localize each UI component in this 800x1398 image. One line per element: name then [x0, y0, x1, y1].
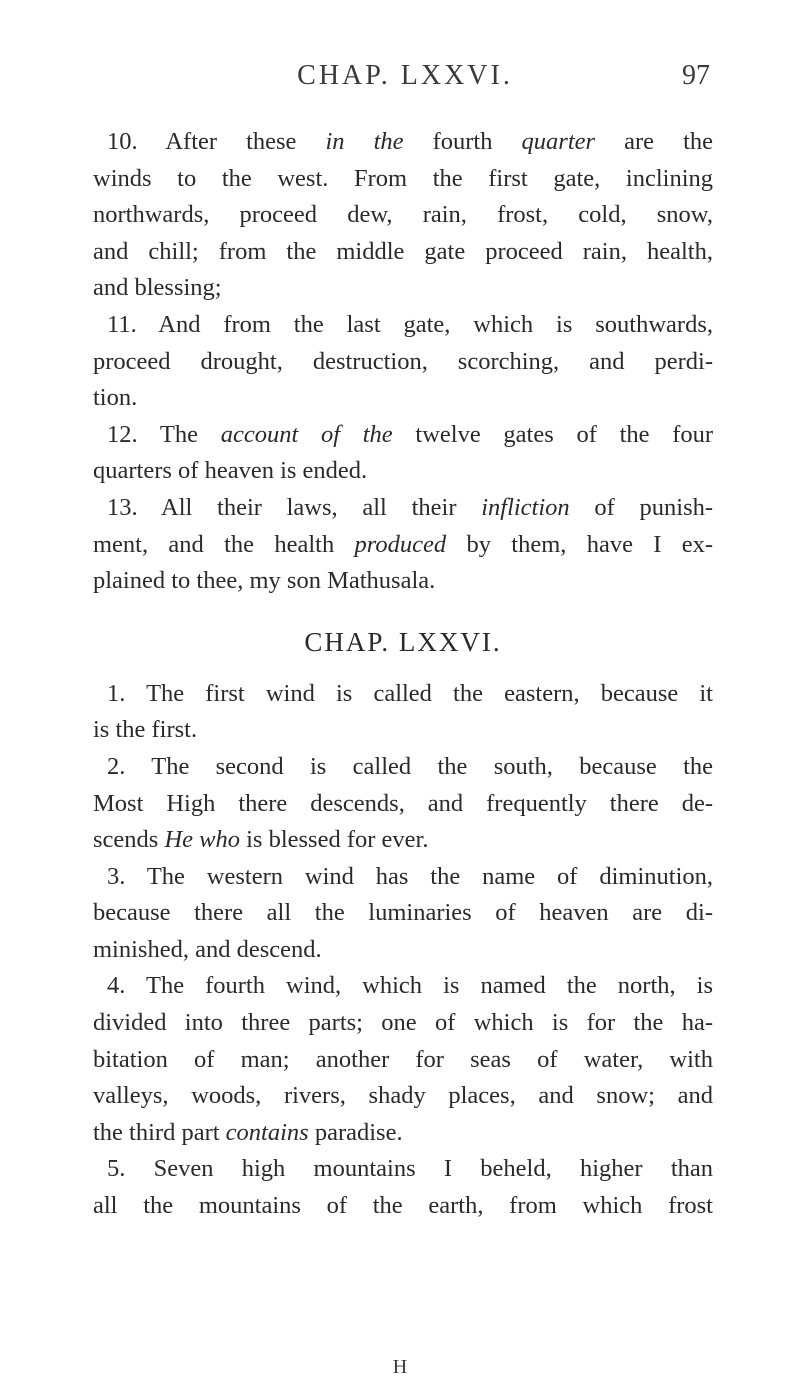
- text-line: [93, 968, 713, 1005]
- italic-span: quarter: [521, 128, 596, 155]
- text-span: is blessed for ever.: [246, 826, 429, 854]
- text-span: by them, have I ex-: [466, 530, 714, 558]
- text-line: [93, 124, 713, 161]
- running-head: [100, 60, 710, 100]
- page-body: [93, 124, 713, 1225]
- text-line: proceed drought, destruction, scorching, and perdi-: [93, 347, 713, 375]
- text-line: [93, 527, 713, 564]
- text-line: divided into three parts; one of which is for the ha-: [93, 1009, 713, 1037]
- verse-number: 5.: [107, 1155, 126, 1183]
- text-span: The: [159, 420, 198, 448]
- text-line: [93, 749, 713, 786]
- text-line: [93, 676, 713, 713]
- text-line: because there all the luminaries of heaven are di-: [93, 899, 713, 927]
- italic-span: produced: [354, 530, 447, 558]
- text-line: [93, 417, 713, 454]
- text-line: minished, and descend.: [93, 935, 322, 963]
- text-line: [93, 1151, 713, 1188]
- text-span: the third part: [93, 1118, 220, 1146]
- text-line: Most High there descends, and frequently there de-: [93, 789, 713, 817]
- text-line: [93, 1115, 713, 1152]
- verse-number: 3.: [107, 862, 126, 890]
- text-span: twelve gates of the four: [415, 420, 714, 448]
- text-span: And from the last gate, which is southwards,: [158, 310, 713, 338]
- italic-span: infliction: [481, 493, 570, 521]
- text-span: The western wind has the name of diminution,: [146, 862, 714, 890]
- text-line: plained to thee, my son Mathusala.: [93, 567, 436, 595]
- text-line: quarters of heaven is ended.: [93, 457, 368, 485]
- text-span: The first wind is called the eastern, because it: [146, 679, 713, 707]
- text-span: are the: [624, 128, 714, 155]
- verse-number: 10.: [107, 128, 138, 155]
- verse-number: 11.: [107, 310, 137, 338]
- text-line: winds to the west. From the first gate, inclining: [93, 164, 713, 192]
- text-line: northwards, proceed dew, rain, frost, cold, snow,: [93, 201, 713, 229]
- verse-number: 1.: [107, 679, 126, 707]
- verse-number: 12.: [107, 420, 138, 448]
- text-line: bitation of man; another for seas of water, with: [93, 1045, 713, 1073]
- italic-span: He who: [164, 826, 240, 854]
- text-line: [93, 307, 713, 344]
- text-span: ment, and the health: [93, 530, 335, 558]
- verse-number: 2.: [107, 752, 126, 780]
- text-line: valleys, woods, rivers, shady places, and snow; and: [93, 1082, 713, 1110]
- text-span: After these: [165, 128, 297, 155]
- text-line: [93, 490, 713, 527]
- italic-span: in the: [325, 128, 404, 155]
- verse-number: 4.: [107, 972, 126, 1000]
- text-line: all the mountains of the earth, from which frost: [93, 1192, 713, 1220]
- verse-number: 13.: [107, 493, 138, 521]
- text-line: [93, 822, 713, 859]
- text-line: and chill; from the middle gate proceed rain, health,: [93, 237, 713, 265]
- text-line: is the first.: [93, 716, 198, 744]
- italic-span: contains: [225, 1118, 309, 1146]
- text-span: paradise.: [314, 1118, 403, 1146]
- text-span: The fourth wind, which is named the north, is: [145, 972, 713, 1000]
- chapter-heading: CHAP. LXXVI.: [304, 626, 502, 657]
- italic-span: account of the: [220, 420, 393, 448]
- text-span: The second is called the south, because the: [151, 752, 713, 780]
- text-span: fourth: [432, 128, 493, 155]
- text-span: scends: [93, 826, 159, 854]
- text-span: Seven high mountains I beheld, higher than: [153, 1155, 713, 1183]
- page-number: 97: [682, 60, 710, 91]
- signature-mark: H: [392, 1356, 408, 1378]
- text-line: [93, 859, 713, 896]
- text-line: and blessing;: [93, 274, 222, 302]
- running-title: CHAP. LXXVI.: [297, 60, 513, 91]
- text-line: tion.: [93, 384, 138, 412]
- text-span: of punish-: [594, 493, 714, 521]
- text-span: All their laws, all their: [161, 493, 457, 521]
